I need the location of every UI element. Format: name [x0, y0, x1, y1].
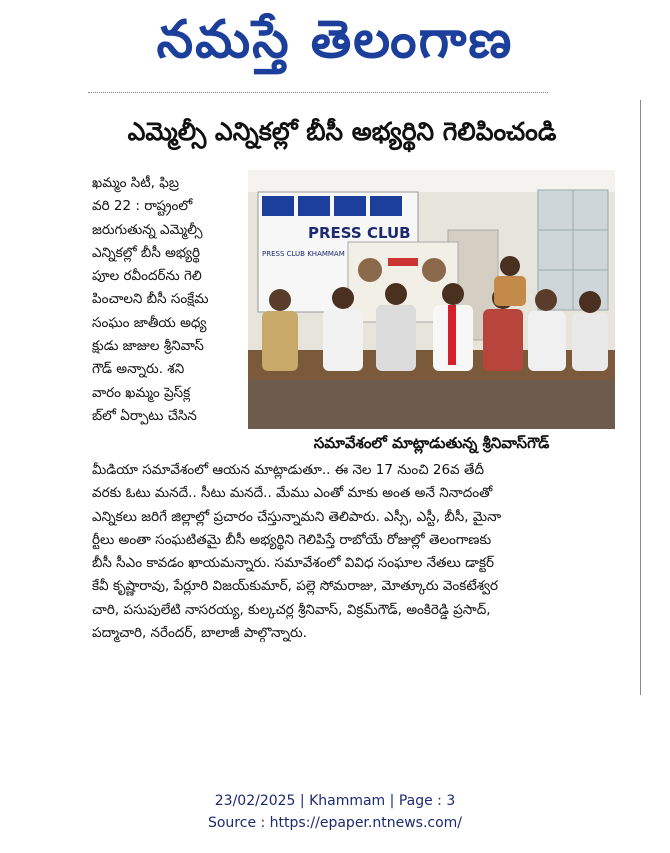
newspaper-title: నమస్తే తెలంగాణ: [156, 10, 514, 70]
lead-line: పించాలని బీసీ సంక్షేమ: [92, 291, 209, 308]
article-body: [92, 459, 615, 645]
body-line: బీసీ సీఎం కావడం ఖాయమన్నారు. సమావేశంలో వివిధ సంఘాల నేతలు డాక్టర్: [92, 555, 495, 572]
article-photo: [248, 170, 615, 429]
lead-line: క్షుడు జాజుల శ్రీనివాస్: [92, 338, 204, 355]
body-line: కేవీ కృష్ణారావు, పేర్లూరి విజయ్‌కుమార్, పల్లె సోమరాజు, మోత్కూరు వెంకటేశ్వర: [92, 578, 499, 595]
page-footer: [0, 790, 670, 834]
body-line: ఎన్నికలు జరిగే జిల్లాల్లో ప్రచారం చేస్తున్నామని తెలిపారు. ఎస్సీ, ఎస్టీ, బీసీ, మైనా: [92, 508, 502, 525]
lead-line: వారం ఖమ్మం ప్రెస్‌క్ల: [92, 384, 191, 401]
lead-line: ఎన్నికల్లో బీసీ అభ్యర్థి: [92, 244, 201, 261]
lead-line: గౌడ్ అన్నారు. శని: [92, 361, 185, 378]
lead-line: జరుగుతున్న ఎమ్మెల్సీ: [92, 221, 203, 238]
lead-line: బ్‌లో ఏర్పాటు చేసిన: [92, 407, 197, 424]
lead-line: సంఘం జాతీయ అధ్య: [92, 314, 207, 331]
article-lead: [92, 172, 242, 428]
source-link[interactable]: Source : https://epaper.ntnews.com/: [207, 815, 463, 831]
banner-text: PRESS CLUB: [308, 224, 411, 242]
banner-small-text: PRESS CLUB KHAMMAM: [262, 250, 345, 258]
photo-caption: సమావేశంలో మాట్లాడుతున్న శ్రీనివాస్‌గౌడ్: [313, 434, 550, 452]
edition-info: 23/02/2025 | Khammam | Page : 3: [214, 793, 456, 809]
press-meet-photo: [248, 170, 615, 429]
column-divider: [640, 100, 641, 695]
adjacent-article-clipped: [655, 455, 670, 695]
masthead: [0, 0, 670, 80]
body-line: మీడియా సమావేశంలో ఆయన మాట్లాడుతూ.. ఈ నెల 17 నుంచి 26వ తేదీ: [92, 462, 484, 478]
lead-line: వరి 22 : రాష్ట్రంలో: [92, 198, 193, 215]
body-line: పద్మాచారి, నరేందర్, బాలాజీ పాల్గొన్నారు.: [92, 625, 307, 642]
lead-line: ఖమ్మం సిటీ, ఫిబ్ర: [92, 175, 179, 191]
body-line: ర్టీలు అంతా సంఘటితమై బీసీ అభ్యర్థిని గెలిపిస్తే రాబోయే రోజుల్లో తెలంగాణకు: [92, 531, 492, 548]
body-line: వరకు ఓటు మనదే.. సీటు మనదే.. మేము ఎంతో మాకు అంత అనే నినాదంతో: [92, 485, 493, 502]
body-line: చారి, పసుపులేటి నాసరయ్య, కుల్కచర్ల శ్రీనివాస్, విక్రమ్‌గౌడ్, అంకిరెడ్డి ప్రసాద్,: [92, 601, 491, 618]
clipped-previous-article: [88, 92, 548, 103]
lead-line: పూల రవీందర్‌ను గెలి: [92, 268, 202, 285]
article-headline: ఎమ్మెల్సీ ఎన్నికల్లో బీసీ అభ్యర్థిని గెలిపించండి: [127, 117, 557, 146]
